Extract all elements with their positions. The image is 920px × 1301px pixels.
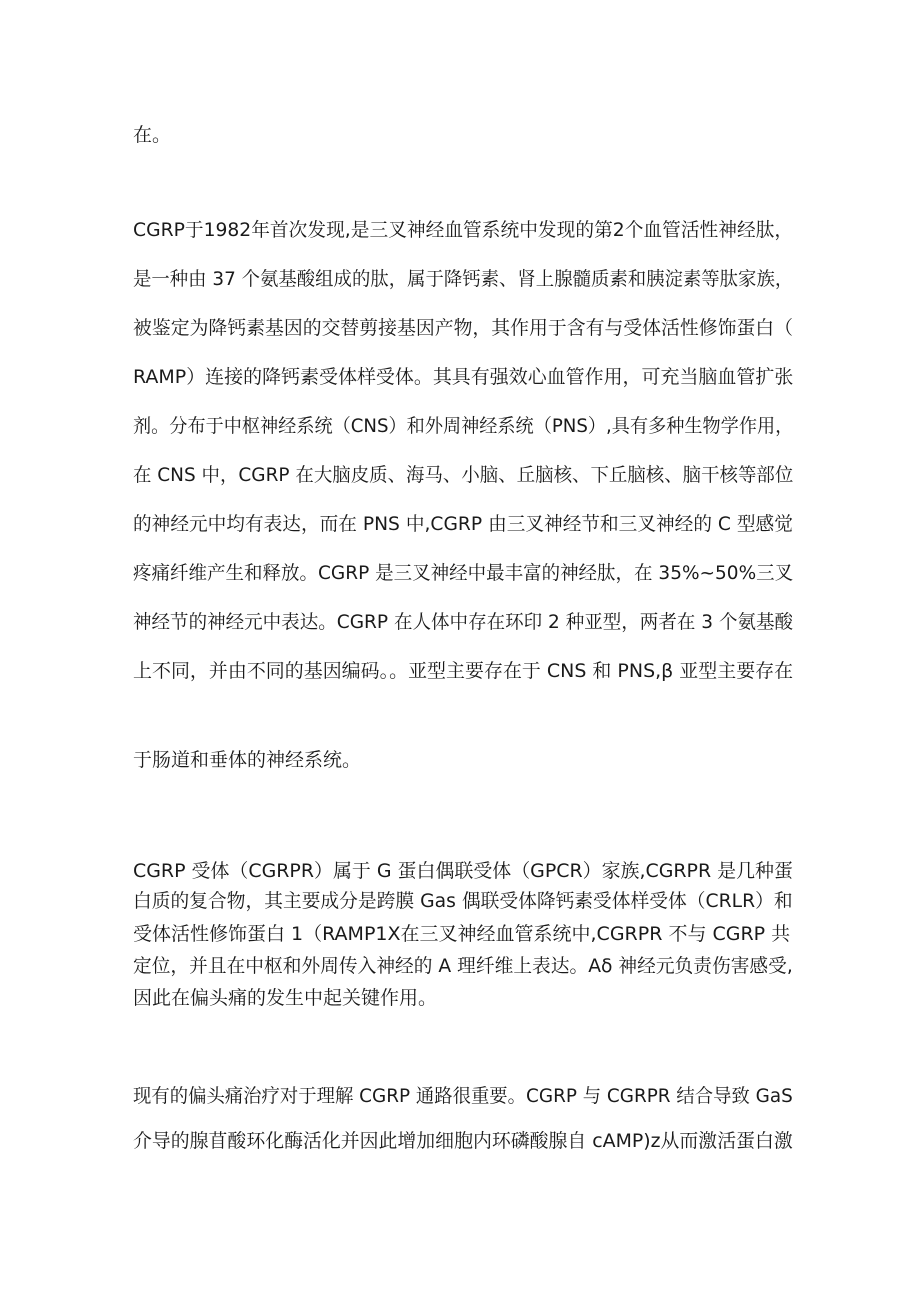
text-line: 上不同，并由不同的基因编码。。亚型主要存在于 CNS 和 PNS,β 亚型主要存在 — [133, 660, 794, 682]
text-line: RAMP）连接的降钙素受体样受体。其具有强效心血管作用，可充当脑血管扩张 — [133, 366, 794, 388]
text-line: 在。 — [133, 124, 172, 146]
text-line: 是一种由 37 个氨基酸组成的肽，属于降钙素、肾上腺髓质素和胰淀素等肽家族， — [133, 268, 794, 290]
text-line: 的神经元中均有表达，而在 PNS 中,CGRP 由三叉神经节和三叉神经的 C 型感觉 — [133, 513, 793, 535]
text-line: 于肠道和垂体的神经系统。 — [133, 749, 362, 771]
text-line: 神经节的神经元中表达。CGRP 在人体中存在环印 2 种亚型，两者在 3 个氨基酸 — [133, 611, 794, 633]
text-line: CGRP 受体（CGRPR）属于 G 蛋白偶联受体（GPCR）家族,CGRPR 是几种蛋 — [133, 860, 793, 882]
text-line: 现有的偏头痛治疗对于理解 CGRP 通路很重要。CGRP 与 CGRPR 结合导致 GaS — [133, 1085, 793, 1107]
text-line: 疼痛纤维产生和释放。CGRP 是三叉神经中最丰富的神经肽，在 35%~50%三叉 — [133, 562, 794, 584]
text-line: 白质的复合物，其主要成分是跨膜 Gas 偶联受体降钙素受体样受体（CRLR）和 — [133, 890, 793, 912]
text-line: CGRP于1982年首次发现,是三叉神经血管系统中发现的第2个血管活性神经肽， — [133, 219, 794, 241]
text-line: 定位，并且在中枢和外周传入神经的 A 理纤维上表达。Aδ 神经元负责伤害感受, — [133, 955, 793, 977]
text-line: 受体活性修饰蛋白 1（RAMP1X在三叉神经血管系统中,CGRPR 不与 CGRP 共 — [133, 923, 791, 945]
text-line: 被鉴定为降钙素基因的交替剪接基因产物，其作用于含有与受体活性修饰蛋白（ — [133, 317, 794, 339]
text-line: 剂。分布于中枢神经系统（CNS）和外周神经系统（PNS）,具有多种生物学作用， — [133, 415, 794, 437]
text-line: 因此在偏头痛的发生中起关键作用。 — [133, 987, 438, 1009]
text-line: 在 CNS 中，CGRP 在大脑皮质、海马、小脑、丘脑核、下丘脑核、脑干核等部位 — [133, 464, 794, 486]
text-line: 介导的腺苜酸环化酶活化并因此增加细胞内环磷酸腺自 cAMP)z从而激活蛋白激 — [133, 1130, 793, 1152]
